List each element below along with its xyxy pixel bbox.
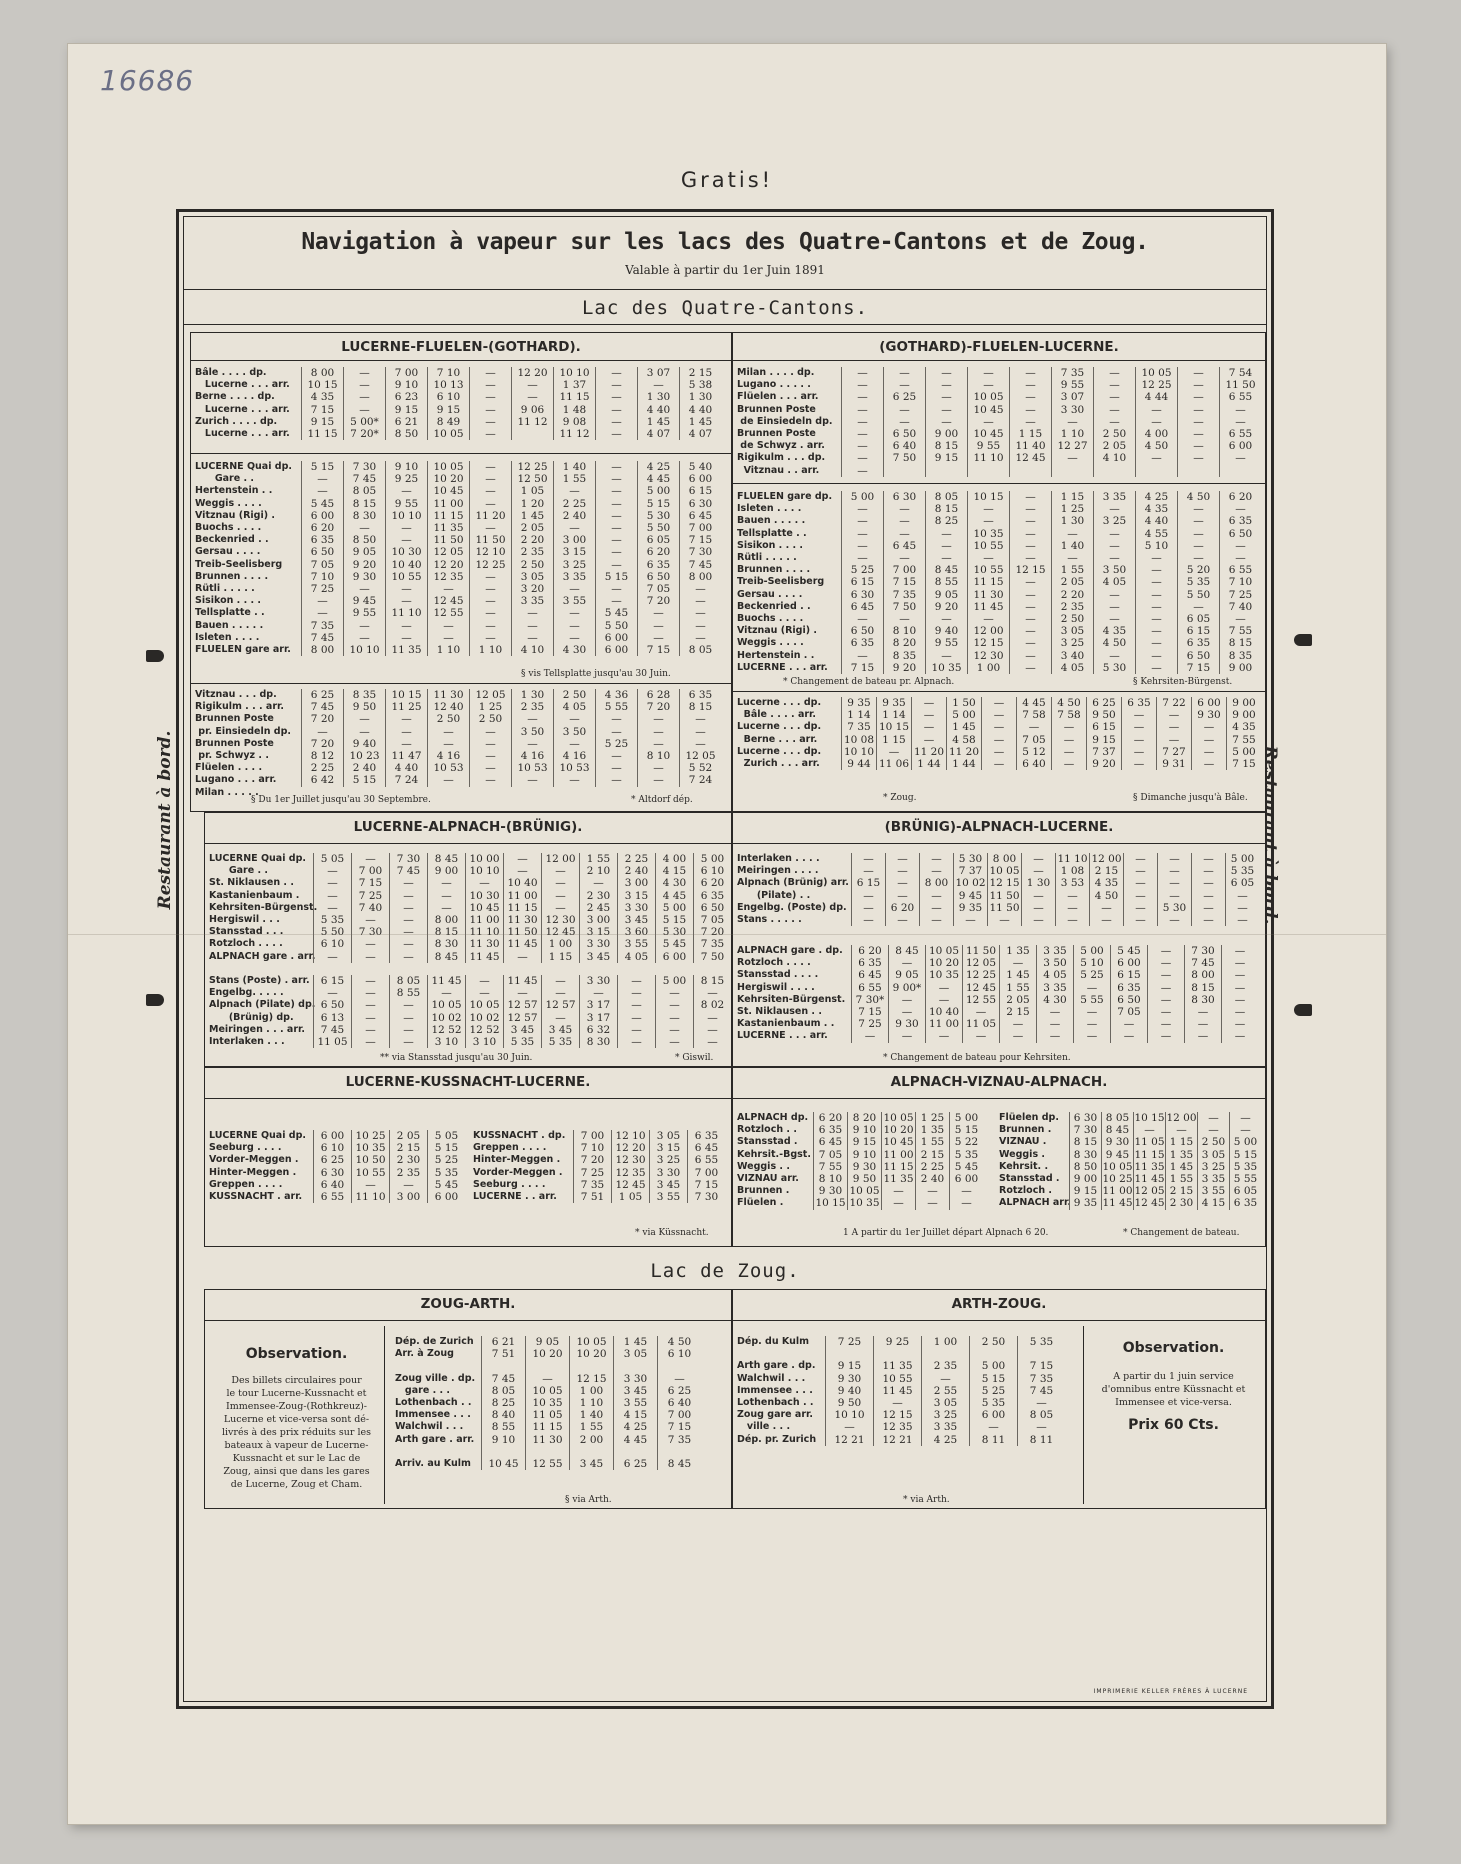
panel-title: LUCERNE-FLUELEN-(GOTHARD). [341,339,581,355]
departure-column: 7 00 7 10 7 20 7 25 7 35 7 51 [573,1130,611,1203]
departure-column: — — 12 57 — 3 45 5 35 [541,975,579,1048]
departure-columns [841,491,1261,674]
block-return [995,1112,1267,1212]
panel-title: ZOUG-ARTH. [420,1296,516,1312]
departure-column: — — — — — 9 00 8 15 9 15 [925,367,967,477]
panel-title: (GOTHARD)-FLUELEN-LUCERNE. [879,339,1119,355]
departure-column: 5 00 5 35 6 05 — — — [1225,853,1259,926]
departure-column: — — — — 11 20 — 11 50 12 10 12 25 — — — — — — 1 10 [469,461,511,656]
departure-column: 7 35 9 55 3 07 3 30 — 1 10 12 27 — [1051,367,1093,477]
departure-column: 4 00 4 15 4 30 4 45 5 00 5 15 5 30 5 45 6 00 [655,853,693,963]
footnote: 1 A partir du 1er Juillet départ Alpnach 6 20. [843,1228,1049,1238]
side-label-restaurant-right: Restaurant à bord. [1260,745,1280,925]
departure-column: 11 50 12 05 12 25 12 45 12 55 — 11 05 — [962,945,999,1043]
divider [191,453,731,454]
gratis-label: Gratis! [680,168,774,192]
departure-column: — — — — 5 00* 7 20* [343,367,385,440]
timetable-sheet [68,44,1386,1824]
departure-column: 10 15 — 11 05 11 15 11 35 11 45 12 05 12 45 [1134,1112,1165,1210]
departure-columns [301,367,721,440]
departure-column: 6 15 — 6 50 6 13 7 45 11 05 [313,975,351,1048]
panel-title: (BRÜNIG)-ALPNACH-LUCERNE. [884,819,1114,835]
station-list: Interlaken . . . . Meiringen . . . . Alpnach (Brünig) arr. (Pilate) . . Engelbg. (Poste) dp. Stans . . . . . [737,853,849,926]
lake-title-quatre-cantons: Lac des Quatre-Cantons. [581,297,869,319]
footnote: § Du 1er Juillet jusqu'au 30 Septembre. [251,795,431,805]
departure-columns [1069,1112,1261,1210]
observation-box [1083,1326,1263,1504]
departure-column: — — 8 00 — — — [919,853,953,926]
departure-column: 10 05 10 20 12 15 1 00 1 10 1 40 1 55 2 00 3 45 [569,1336,613,1470]
observation-title: Observation. [245,1346,348,1362]
departure-column: 6 25 9 50 6 15 9 15 7 37 9 20 [1086,697,1121,770]
departure-column: 4 50 7 58 — — — — [1051,697,1086,770]
panel-alpnach-lucerne [732,812,1266,1067]
departure-column: 8 05 8 45 9 30 9 45 10 05 10 25 11 00 11 45 [1102,1112,1133,1210]
departure-column: 7 54 11 50 6 55 — — 6 55 6 00 — [1219,367,1261,477]
divider [733,691,1265,692]
departure-column: 4 36 5 55 — — 5 25 — — — [595,689,637,787]
divider [733,360,1265,361]
departure-column: 11 45 — 12 57 12 57 3 45 5 35 [503,975,541,1048]
departure-column: — — — — — — 12 15 — — — — — — — — [1009,491,1051,674]
departure-column: 12 00 2 15 4 35 4 50 — — [1089,853,1123,926]
footnote: * Changement de bateau. [1123,1228,1240,1238]
departure-column: — — — — — — — — — [841,367,883,477]
departure-column: 2 50 4 05 — 3 50 — 4 16 10 53 — [553,689,595,787]
fold-crease [68,934,1386,935]
departure-column: 2 50 5 00 5 15 5 25 5 35 6 00 — 8 11 [969,1336,1017,1446]
departure-column: 8 45 9 00 — — — 8 00 8 15 8 30 8 45 [427,853,465,963]
departure-column: — — — — 6 20 — [885,853,919,926]
departure-column: 5 05 5 15 5 25 5 35 5 45 6 00 [427,1130,465,1203]
departure-column: 3 30 — 3 17 3 17 6 32 8 30 [579,975,617,1048]
departure-column: 12 20 — — 9 06 11 12 [511,367,553,440]
divider [205,1098,731,1099]
departure-column: 12 25 12 50 1 05 1 20 1 45 2 05 2 20 2 35 2 50 3 05 3 20 3 35 — — — 4 10 [511,461,553,656]
departure-column: — — — — — — — — [1221,945,1258,1043]
departure-column: 6 00 6 10 6 25 6 30 6 40 6 55 [313,1130,351,1203]
departure-column: 6 28 7 20 — — — 8 10 — — [637,689,679,787]
departure-column: 8 35 9 50 — — 9 40 10 23 2 40 5 15 [343,689,385,787]
departure-column: 7 10 10 13 6 10 9 15 8 49 10 05 [427,367,469,440]
station-list: LUCERNE Quai dp. Seeburg . . . . Vorder-Meggen . Hinter-Meggen . Greppen . . . . KUSSNACHT . arr. [209,1130,306,1203]
departure-column: 5 30 7 37 10 02 9 45 9 35 — [953,853,987,926]
departure-column: 5 45 6 00 6 15 6 35 6 50 7 05 — — [1110,945,1147,1043]
departure-columns [825,1336,1065,1446]
departure-column: 6 35 — — — — — [1121,697,1156,770]
departure-column: — — — — — — [351,975,389,1048]
departure-column: 8 05 8 55 — — — — [389,975,427,1048]
block-main-route [733,491,1267,676]
departure-columns [313,853,731,963]
block-connections-in [733,367,1267,477]
station-list: KUSSNACHT . dp. Greppen . . . . Hinter-Meggen . Vorder-Meggen . Seeburg . . . . LUCERNE . . arr. [473,1130,566,1203]
departure-column: 6 20 6 35 6 45 6 55 7 30* 7 15 7 25 — [851,945,888,1043]
timetable-inner [183,216,1267,1702]
departure-column: 6 30 — — — 6 45 — 7 00 7 15 7 35 7 50 — 8 10 8 20 8 35 9 20 [883,491,925,674]
departure-column: 7 30 7 45 — — — — — — — [389,853,427,963]
departure-column: 10 25 10 35 10 50 10 55 — 11 10 [351,1130,389,1203]
divider [733,483,1265,484]
divider [205,1320,731,1321]
departure-column: 9 35 1 14 10 15 1 15 — 11 06 [876,697,911,770]
departure-column: 5 00 — — — — — 5 25 6 15 6 30 6 45 — 6 50 6 35 — 7 15 [841,491,883,674]
block-connections [205,975,733,1053]
departure-column: 9 35 1 14 7 35 10 08 10 10 9 44 [841,697,876,770]
departure-column: 10 15 11 25 — — — 11 47 4 40 7 24 [385,689,427,787]
departure-column: 5 00 — — — — — [655,975,693,1048]
pointing-hand-icon [146,650,164,662]
departure-column: 12 05 1 25 2 50 — — — — — [469,689,511,787]
departure-column: 1 15 1 25 1 30 — 1 40 — 1 55 2 05 2 20 2 35 2 50 3 05 3 25 3 40 4 05 [1051,491,1093,674]
side-label-restaurant-left: Restaurant à bord. [155,730,175,910]
departure-column: 3 05 3 15 3 25 3 30 3 45 3 55 [649,1130,687,1203]
departure-column: 5 40 6 00 6 15 6 30 6 45 7 00 7 15 7 30 7 45 8 00 — — — — — 8 05 [679,461,721,656]
departure-column: 5 00 5 15 5 22 5 35 5 45 6 00 — — [949,1112,983,1210]
departure-column: 9 25 11 35 10 55 11 45 — 12 15 12 35 12 21 [873,1336,921,1446]
block-connections-in [191,367,733,447]
pointing-hand-icon [146,994,164,1006]
catalog-number: 16686 [100,64,195,97]
station-list: ALPNACH dp. Rotzloch . . Stansstad . Kehrsit.-Bgst. Weggis . . VIZNAU arr. Brunnen . Flüelen . [737,1112,811,1209]
departure-column: 1 45 3 05 3 30 3 45 3 55 4 15 4 25 4 45 6 25 [613,1336,657,1470]
observation-text: Des billets circulaires pour le tour Lucerne-Kussnacht et Immensee-Zoug-(Rothkreuz)- Lucerne et vice-versa sont dé- livrés à des prix réduits sur les bateaux à vapeur de Lucerne- Kussnacht et sur le Lac de Zoug, ainsi que dans les gares de Lucerne, Zoug et Cham. [221,1375,372,1490]
block-connections-in [733,853,1267,933]
departure-column: — — — — — — [595,367,637,440]
departure-column: — — 10 05 10 45 — 10 45 9 55 11 10 [967,367,1009,477]
station-list: LUCERNE Quai dp. Gare . . Hertenstein . . Weggis . . . . Vitznau (Rigi) . Buochs . . . . Beckenried . . Gersau . . . . Treib-Seelisberg Brunnen . . . . Rütli . . . . . Sisikon . . . . Tellsplatte . . Bauen . . . . . Isleten . . . . FLUELEN gare arr. [195,461,292,656]
departure-columns [851,945,1258,1043]
departure-column: 10 05 10 20 10 45 11 00 11 15 11 35 — — [881,1112,915,1210]
departure-column: — 7 00 7 15 7 25 7 40 — 7 30 — — [351,853,389,963]
departure-column: 1 50 5 00 1 45 4 58 11 20 1 44 [946,697,981,770]
departure-columns [481,1336,701,1470]
departure-columns [813,1112,983,1210]
station-list: Lucerne . . . dp. Bâle . . . . arr. Lucerne . . . dp. Berne . . . arr. Lucerne . . . dp. Zurich . . . arr. [737,697,822,770]
departure-column: 3 35 3 50 4 05 3 35 4 30 — — — [1036,945,1073,1043]
departure-column: — — 1 30 — — — [1021,853,1055,926]
departure-column: 8 20 9 10 9 15 9 10 9 30 9 50 10 05 10 35 [847,1112,881,1210]
station-list: Dép. du Kulm Arth gare . dp. Walchwil . . . Immensee . . . Lothenbach . . Zoug gare arr. ville . . . Dép. pr. Zurich [737,1336,817,1445]
observation-text: A partir du 1 juin service d'omnibus entre Küssnacht et Immensee et vice-versa. [1101,1371,1246,1408]
block-main-route [733,945,1267,1049]
departure-column: 11 10 1 08 3 53 — — — [1055,853,1089,926]
departure-column: 1 25 1 35 1 55 2 15 2 25 2 40 — — [915,1112,949,1210]
departure-columns [841,367,1261,477]
divider [184,289,1266,290]
departure-column: 9 10 9 25 — 9 55 10 10 — — 10 30 10 40 10 55 — — 11 10 — — 11 35 [385,461,427,656]
panel-alpnach-vitznau [732,1067,1266,1247]
departure-column: — — 2 50 3 05 3 25 3 35 3 55 4 15 [1197,1112,1229,1210]
departure-column: 6 20 — 6 35 6 50 — — 6 55 7 10 7 25 7 40 — 7 55 8 15 8 35 9 00 [1219,491,1261,674]
pointing-hand-icon [1294,1004,1312,1016]
departure-column: 6 35 8 15 — — — 12 05 5 52 7 24 [679,689,721,787]
departure-column: 2 05 2 15 2 30 2 35 — 3 00 [389,1130,427,1203]
block-return [469,1130,733,1210]
departure-column: 8 00 10 15 4 35 7 15 9 15 11 15 [301,367,343,440]
departure-column: 10 10 1 37 11 15 1 48 9 08 11 12 [553,367,595,440]
departure-column: — — — — — — [981,697,1016,770]
panel-lucerne-alpnach [204,812,732,1067]
departure-column: 2 25 2 40 3 00 3 15 3 30 3 45 3 60 3 55 4 05 [617,853,655,963]
departure-column: 5 15 — — 5 45 6 00 6 20 6 35 6 50 7 05 7 10 7 25 — — 7 35 7 45 8 00 [301,461,343,656]
page-title: Navigation à vapeur sur les lacs des Quatre-Cantons et de Zoug. [301,229,1149,255]
departure-column: 6 35 6 45 6 55 7 00 7 15 7 30 [687,1130,725,1203]
departure-column: 10 05 10 20 10 45 11 00 11 15 11 35 11 50 12 05 12 20 12 35 — 12 45 12 55 — — 1 10 [427,461,469,656]
departure-column: 9 05 10 20 — 10 05 10 35 11 05 11 15 11 30 12 55 [525,1336,569,1470]
station-list: LUCERNE Quai dp. Gare . . St. Niklausen . . Kastanienbaum . Kehrsiten-Bürgenst. Hergiswil . . . Stansstad . . . Rotzloch . . . . ALPNACH gare . arr. [209,853,318,962]
departure-column: 4 25 4 45 5 00 5 15 5 30 5 50 6 05 6 20 6 35 6 50 7 05 7 20 — — — 7 15 [637,461,679,656]
departure-column: 8 00 10 05 12 15 11 50 11 50 — [987,853,1021,926]
footnote: § via Arth. [565,1495,612,1505]
departure-column: 12 10 12 20 12 30 12 35 12 45 1 05 [611,1130,649,1203]
block-route [733,1336,1075,1496]
panel-fluelen-lucerne [732,332,1266,812]
departure-column: — — — — — 2 50 2 05 4 10 [1093,367,1135,477]
departure-column: — — 10 05 10 02 12 52 3 10 [465,975,503,1048]
departure-column: 9 00 9 00 4 35 7 55 5 00 7 15 [1226,697,1261,770]
departure-column: 1 30 2 35 — 3 50 — 4 16 10 53 — [511,689,553,787]
departure-column: 8 45 — 9 05 9 00* — — 9 30 — [888,945,925,1043]
departure-column: 10 05 12 25 4 44 — — 4 00 4 50 — [1135,367,1177,477]
footnote: * Giswil. [675,1053,714,1063]
block-connections-out [733,697,1267,777]
departure-column: 5 00 6 10 6 20 6 35 6 50 7 05 7 20 7 35 7 50 [693,853,731,963]
footnote: * via Küssnacht. [635,1228,709,1238]
divider [733,1098,1265,1099]
departure-column: 4 45 7 58 — 7 05 5 12 6 40 [1016,697,1051,770]
departure-column: 12 00 — — — — 12 30 12 45 1 00 1 15 [541,853,579,963]
departure-column: — — — — — — [469,367,511,440]
departure-column: 4 25 4 35 4 40 4 55 5 10 — — — — — — — — — — [1135,491,1177,674]
departure-column: 7 25 9 15 9 30 9 40 9 50 10 10 — 12 21 [825,1336,873,1446]
station-list: Dép. de Zurich Arr. à Zoug Zoug ville . dp. gare . . . Lothenbach . . Immensee . . . Walchwil . . . Arth gare . arr. Arriv. au Kulm [395,1336,476,1470]
footnote: ** via Stansstad jusqu'au 30 Juin. [380,1053,533,1063]
block-main-route [191,461,733,666]
departure-columns [573,1130,725,1203]
departure-column: 4 50 6 10 — 6 25 6 40 7 00 7 15 7 35 8 45 [657,1336,701,1470]
footnote: * Altdorf dép. [631,795,693,805]
printer-imprint: IMPRIMERIE KELLER FRÈRES À LUCERNE [1093,1688,1248,1695]
departure-column: 1 35 — 1 45 1 55 2 05 2 15 — — [999,945,1036,1043]
timetable-frame [176,209,1274,1709]
footnote: § Dimanche jusqu'à Bâle. [1133,793,1248,803]
departure-column: 8 15 — 8 02 — — — [693,975,731,1048]
block-connections-out [191,689,733,798]
footnote: * via Arth. [903,1495,950,1505]
panel-title: ARTH-ZOUG. [951,1296,1047,1312]
departure-column: — — 6 15 — — — [851,853,885,926]
departure-column: 6 30 7 30 8 15 8 30 8 50 9 00 9 15 9 35 [1069,1112,1101,1210]
departure-column: 1 00 2 35 — 2 55 3 05 3 25 3 35 4 25 [921,1336,969,1446]
departure-column: 4 50 — — — — — 5 20 5 35 5 50 — 6 05 6 15 6 35 6 50 7 15 [1177,491,1219,674]
panel-lucerne-fluelen [190,332,732,812]
departure-column: — — — — — 1 15 11 40 12 45 [1009,367,1051,477]
departure-column: 6 20 6 35 6 45 7 05 7 55 8 10 9 30 10 15 [813,1112,847,1210]
departure-column: 6 00 9 30 — — — — [1191,697,1226,770]
departure-column: 2 15 5 38 1 30 4 40 1 45 4 07 [679,367,721,440]
panel-title: ALPNACH-VIZNAU-ALPNACH. [890,1074,1108,1090]
station-list: Stans (Poste) . arr. Engelbg. . . . . Alpnach (Pilate) dp. (Brünig) dp. Meiringen . . . arr. Interlaken . . . [209,975,316,1048]
departure-column: — — — — 11 20 1 44 [911,697,946,770]
block-main-route [205,853,733,968]
departure-column: — — 10 40 11 00 11 15 11 30 11 50 11 45 — [503,853,541,963]
departure-column: — — — — — — [1123,853,1157,926]
footnote: * Changement de bateau pour Kehrsiten. [883,1053,1071,1063]
block-outbound [205,1130,469,1210]
footnote: * Zoug. [883,793,917,803]
divider [191,683,731,684]
departure-column: 6 21 7 51 7 45 8 05 8 25 8 40 8 55 9 10 10 45 [481,1336,525,1470]
validity-date: Valable à partir du 1er Juin 1891 [625,263,825,277]
departure-column: — — — — — — — — — 5 15 — — 5 45 5 50 6 00 6 00 [595,461,637,656]
divider [733,1320,1265,1321]
block-outbound [733,1112,993,1212]
departure-column: 5 05 — — — — 5 35 5 50 6 10 — [313,853,351,963]
departure-column: 7 30 7 45 8 05 8 15 8 30 — 8 50 9 05 9 20 9 30 — 9 45 9 55 — — 10 10 [343,461,385,656]
divider [205,843,731,844]
station-list: Vitznau . . . dp. Rigikulm . . . arr. Brunnen Poste pr. Einsiedeln dp. Brunnen Poste pr. Schwyz . . Flüelen . . . . Lugano . . . arr. Milan . . . . . [195,689,291,798]
pointing-hand-icon [1294,634,1312,646]
departure-column: 1 55 2 10 — 2 30 2 45 3 00 3 15 3 30 3 45 [579,853,617,963]
departure-column: 8 05 8 15 8 25 — — — 8 45 8 55 9 05 9 20 — 9 40 9 55 — 10 35 [925,491,967,674]
departure-column: 1 40 1 55 — 2 25 2 40 — 3 00 3 15 3 25 3 35 — 3 55 — — — 4 30 [553,461,595,656]
departure-column: — — — — — — [617,975,655,1048]
departure-column: — — — — — — [1191,853,1225,926]
departure-column: — — — — — — — — [1147,945,1184,1043]
departure-column: — — — — 5 30 — [1157,853,1191,926]
departure-column: 5 00 5 10 5 25 — 5 55 — — — [1073,945,1110,1043]
departure-column: 12 00 — 1 15 1 35 1 45 1 55 2 15 2 30 [1166,1112,1197,1210]
panel-arth-zoug [732,1289,1266,1509]
departure-column: — — — — — — — — [1177,367,1219,477]
station-list: Bâle . . . . dp. Lucerne . . . arr. Berne . . . . dp. Lucerne . . . arr. Zurich . . . . dp. Lucerne . . . arr. [195,367,290,440]
divider [733,843,1265,844]
footnote: § vis Tellsplatte jusqu'au 30 Juin. [521,669,671,679]
block-route [391,1336,729,1504]
departure-columns [313,975,731,1048]
departure-column: 6 25 7 45 7 20 — 7 20 8 12 2 25 6 42 [301,689,343,787]
departure-column: 3 35 — 3 25 — — — 3 50 4 05 — — — 4 35 4 50 — 5 30 [1093,491,1135,674]
observation-title: Observation. [1122,1340,1225,1356]
observation-box [209,1326,385,1504]
departure-column: — — 6 25 — — 6 50 6 40 7 50 [883,367,925,477]
station-list: FLUELEN gare dp. Isleten . . . . Bauen . . . . . Tellsplatte . . Sisikon . . . . Rütli . . . . . Brunnen . . . . Treib-Seelisberg Gersau . . . . Beckenried . . Buochs . . . . Vitznau (Rigi) . Weggis . . . . Hertenstein . . LUCERNE . . . arr. [737,491,833,673]
panel-lucerne-kussnacht [204,1067,732,1247]
departure-column: 7 00 9 10 6 23 9 15 6 21 8 50 [385,367,427,440]
departure-column: 7 22 — — — 7 27 9 31 [1156,697,1191,770]
divider [191,360,731,361]
departure-columns [301,461,721,656]
departure-column: 10 05 10 20 10 35 — — 10 40 11 00 — [925,945,962,1043]
departure-column: 10 00 10 10 — 10 30 10 45 11 00 11 10 11 30 11 45 [465,853,503,963]
divider [184,324,1266,325]
departure-column: 10 15 — — 10 35 10 55 — 10 55 11 15 11 30 11 45 — 12 00 12 15 12 30 1 00 [967,491,1009,674]
station-list: Milan . . . . dp. Lugano . . . . . Flüelen . . . arr. Brunnen Poste de Einsiedeln dp. Brunnen Poste de Schwyz . arr. Rigikulm . . . dp. Vitznau . . arr. [737,367,833,476]
departure-column: 11 30 12 40 2 50 — — 4 16 10 53 — [427,689,469,787]
departure-columns [851,853,1259,926]
departure-columns [313,1130,465,1203]
departure-column: 3 07 — 1 30 4 40 1 45 4 07 [637,367,679,440]
footnote: * Changement de bateau pr. Alpnach. [783,677,955,687]
departure-column: 11 45 — 10 05 10 02 12 52 3 10 [427,975,465,1048]
omnibus-price: Prix 60 Cts. [1128,1417,1219,1433]
station-list: Flüelen dp. Brunnen . VIZNAU . Weggis . Kehrsit. . Stansstad . Rotzloch . ALPNACH arr. [999,1112,1071,1209]
departure-columns [301,689,721,787]
panel-zoug-arth [204,1289,732,1509]
departure-column: — — 5 00 5 15 5 35 5 55 6 05 6 35 [1229,1112,1261,1210]
panel-title: LUCERNE-KUSSNACHT-LUCERNE. [345,1074,591,1090]
panel-title: LUCERNE-ALPNACH-(BRÜNIG). [353,819,583,835]
departure-columns [841,697,1261,770]
departure-column: 5 35 7 15 7 35 7 45 — 8 05 — 8 11 [1017,1336,1065,1446]
departure-column: 7 30 7 45 8 00 8 15 8 30 — — — [1184,945,1221,1043]
station-list: ALPNACH gare . dp. Rotzloch . . . . Stansstad . . . . Hergiswil . . . . Kehrsiten-Bürgenst. St. Niklausen . . Kastanienbaum . . LUCERNE . . . arr. [737,945,846,1042]
footnote: § Kehrsiten-Bürgenst. [1133,677,1233,687]
lake-title-zoug: Lac de Zoug. [650,1260,800,1282]
